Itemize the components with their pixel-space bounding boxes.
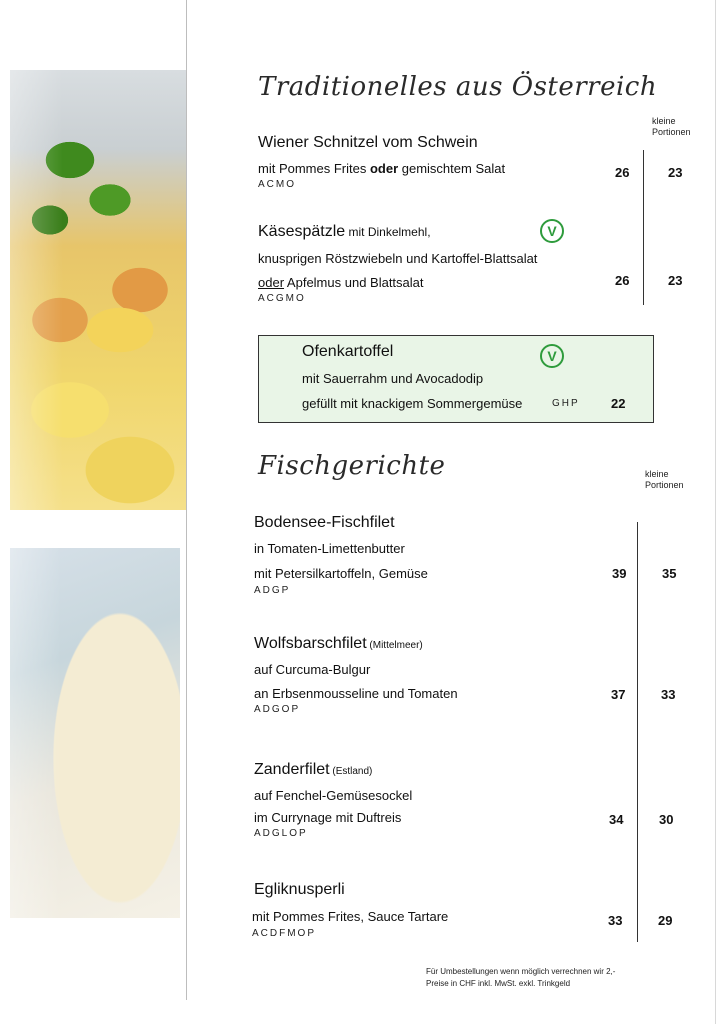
section-title-traditionelles: Traditionelles aus Österreich	[258, 72, 658, 102]
vegetarian-icon: V	[540, 219, 564, 243]
dish-name-schnitzel: Wiener Schnitzel vom Schwein	[258, 134, 478, 151]
price-column-separator	[643, 150, 644, 305]
allergens-ofenkartoffel: GHP	[552, 398, 580, 409]
allergens-egli: ACDFMOP	[252, 928, 316, 939]
dish-desc-wolfsbarsch-2: an Erbsenmousseline und Tomaten	[254, 686, 458, 701]
dish-desc-ofenkartoffel-2: gefüllt mit knackigem Sommergemüse	[302, 396, 523, 411]
price-egli: 33	[608, 913, 623, 928]
price-small-zander: 30	[659, 812, 674, 827]
allergens-zander: ADGLOP	[254, 828, 308, 839]
portion-header-line1: kleine	[645, 469, 669, 479]
desc-underlined-text: oder	[258, 275, 285, 290]
desc-bold-text: oder	[369, 161, 399, 176]
footnote-line1: Für Umbestellungen wenn möglich verrechnen wir 2,-	[426, 967, 616, 976]
portion-header-line2: Portionen	[652, 127, 691, 137]
price-wolfsbarsch: 37	[611, 687, 626, 702]
price-ofenkartoffel: 22	[611, 396, 626, 411]
dish-name-wolfsbarsch	[254, 635, 423, 653]
footnote-line2: Preise in CHF inkl. MwSt. exkl. Trinkgeld	[426, 979, 571, 988]
desc-text: gemischtem Salat	[398, 161, 506, 176]
dish-desc-egli-1: mit Pommes Frites, Sauce Tartare	[252, 909, 449, 924]
desc-text: mit Pommes Frites	[258, 161, 370, 176]
price-small-schnitzel: 23	[668, 165, 683, 180]
price-bodensee: 39	[612, 566, 627, 581]
dish-name-zander	[254, 761, 372, 779]
dish-desc-kaesespaetzle-1: knusprigen Röstzwiebeln und Kartoffel-Blattsalat	[258, 251, 538, 266]
dish-desc-bodensee-1: in Tomaten-Limettenbutter	[254, 541, 405, 556]
portion-header-line2: Portionen	[645, 480, 684, 490]
price-zander: 34	[609, 812, 624, 827]
allergens-wolfsbarsch: ADGOP	[254, 704, 301, 715]
dish-name-text: Zanderfilet	[254, 761, 330, 778]
dish-origin: (Estland)	[329, 766, 373, 777]
page-divider-line	[186, 0, 187, 1000]
vegetarian-icon: V	[540, 344, 564, 368]
food-photo-spaetzle	[10, 70, 186, 510]
dish-desc-kaesespaetzle-2	[258, 275, 424, 290]
price-schnitzel: 26	[615, 165, 630, 180]
dish-name-suffix: mit Dinkelmehl,	[345, 225, 431, 239]
dish-desc-zander-1: auf Fenchel-Gemüsesockel	[254, 788, 413, 803]
price-small-wolfsbarsch: 33	[661, 687, 676, 702]
dish-desc-bodensee-2: mit Petersilkartoffeln, Gemüse	[254, 566, 428, 581]
dish-name-text: Käsespätzle	[258, 223, 346, 240]
page-edge-line	[715, 0, 716, 1024]
price-column-separator	[637, 522, 638, 942]
dish-name-bodensee: Bodensee-Fischfilet	[254, 514, 395, 531]
dish-desc-schnitzel	[258, 161, 505, 176]
portion-header-line1: kleine	[652, 116, 676, 126]
dish-name-kaesespaetzle	[258, 223, 431, 241]
dish-name-egli: Egliknusperli	[254, 881, 345, 898]
price-small-bodensee: 35	[662, 566, 677, 581]
allergens-bodensee: ADGP	[254, 585, 291, 596]
dish-origin: (Mittelmeer)	[366, 640, 423, 651]
food-photo-fish	[10, 548, 180, 918]
footnote	[426, 966, 615, 990]
allergens-schnitzel: ACMO	[258, 179, 296, 190]
dish-desc-wolfsbarsch-1: auf Curcuma-Bulgur	[254, 662, 371, 677]
dish-desc-zander-2: im Currynage mit Duftreis	[254, 810, 402, 825]
price-kaesespaetzle: 26	[615, 273, 630, 288]
dish-name-ofenkartoffel: Ofenkartoffel	[302, 343, 394, 360]
portion-header	[645, 469, 684, 491]
dish-desc-ofenkartoffel-1: mit Sauerrahm und Avocadodip	[302, 371, 484, 386]
dish-name-text: Wolfsbarschfilet	[254, 635, 367, 652]
allergens-kaesespaetzle: ACGMO	[258, 293, 306, 304]
price-small-kaesespaetzle: 23	[668, 273, 683, 288]
section-title-fischgerichte: Fischgerichte	[258, 451, 446, 481]
portion-header	[652, 116, 691, 138]
price-small-egli: 29	[658, 913, 673, 928]
desc-text: Apfelmus und Blattsalat	[284, 275, 424, 290]
